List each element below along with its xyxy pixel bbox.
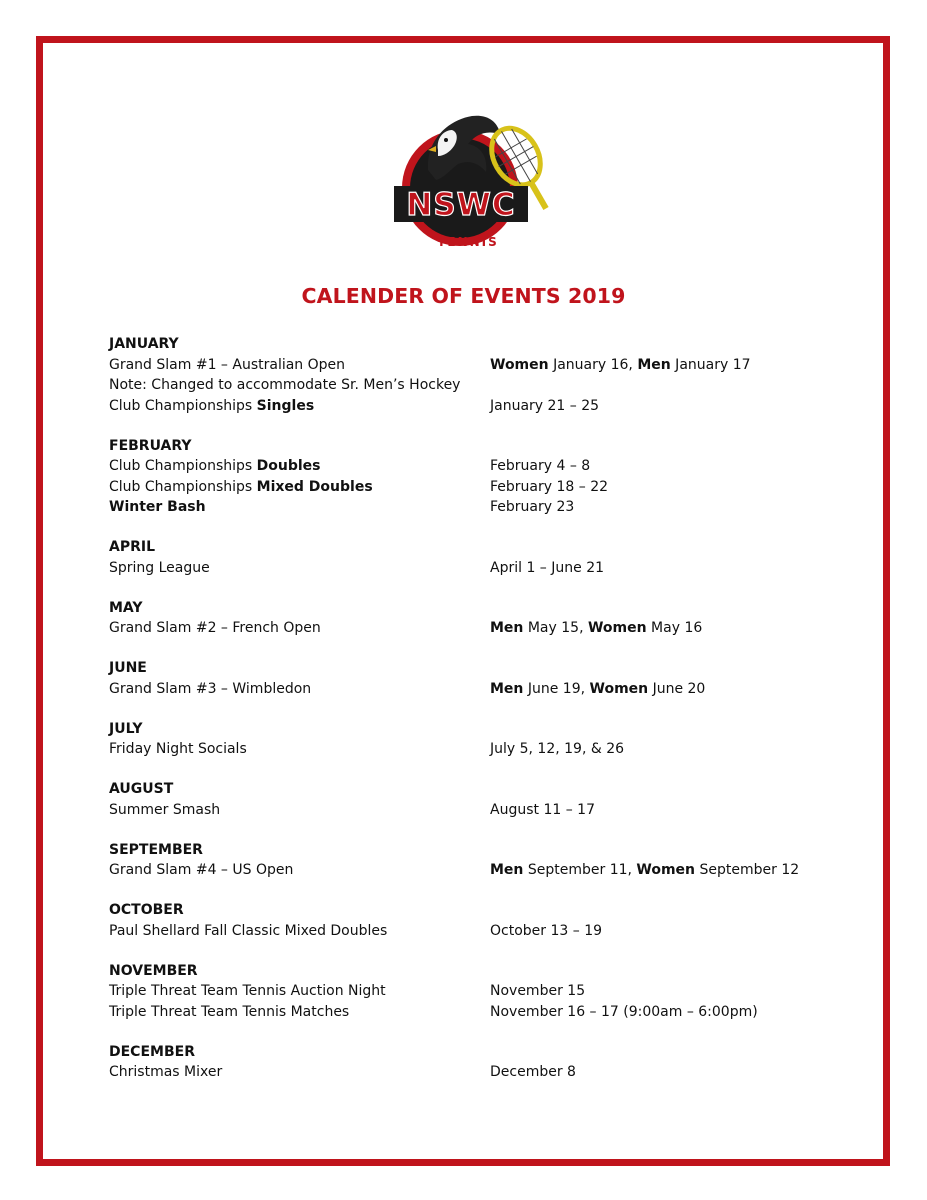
text-run: November 16 – 17 (9:00am – 6:00pm) [490, 1003, 758, 1020]
text-run: January 21 – 25 [490, 397, 600, 414]
text-run: Grand Slam #2 – French Open [109, 620, 321, 636]
event-date [490, 921, 809, 942]
event-name [109, 739, 490, 760]
event-date [490, 860, 809, 881]
month-heading: JUNE [109, 660, 147, 676]
bold-text: Women [490, 356, 549, 373]
event-date [490, 679, 809, 700]
bold-text: Doubles [256, 458, 321, 474]
event-date [490, 355, 809, 376]
text-run: Christmas Mixer [109, 1064, 223, 1080]
bold-text: Mixed Doubles [256, 478, 373, 495]
event-row [109, 679, 809, 700]
event-name [109, 497, 490, 518]
text-run: November 15 [490, 983, 586, 999]
logo-subtitle: TENNIS [437, 235, 499, 249]
event-name [109, 396, 490, 417]
event-row [109, 860, 809, 881]
event-name [109, 558, 490, 579]
text-run: June 20 [648, 680, 706, 697]
page-title: CALENDER OF EVENTS 2019 [301, 284, 626, 308]
event-name [109, 981, 490, 1002]
event-row [109, 396, 809, 417]
event-row [109, 739, 809, 760]
bold-text: Winter Bash [109, 499, 206, 515]
event-name [109, 1002, 490, 1023]
event-row [109, 618, 809, 639]
month-section [109, 537, 809, 578]
bold-text: Men [490, 620, 524, 636]
text-run: Club Championships [109, 478, 257, 495]
event-row [109, 355, 809, 376]
month-heading: OCTOBER [109, 902, 184, 918]
text-run: January 17 [670, 356, 751, 373]
nswc-tennis-logo [388, 100, 558, 260]
event-date [490, 618, 809, 639]
bold-text: Men [637, 356, 671, 373]
text-run: Summer Smash [109, 801, 221, 818]
month-heading: FEBRUARY [109, 437, 192, 454]
text-run: February 18 – 22 [490, 478, 609, 495]
month-section [109, 436, 809, 518]
bold-text: Men [490, 680, 524, 697]
month-heading: DECEMBER [109, 1043, 195, 1060]
event-name [109, 375, 490, 396]
text-run: October 13 – 19 [490, 922, 603, 939]
event-date [490, 981, 809, 1002]
month-section [109, 779, 809, 820]
logo-letters: NSWC [406, 187, 516, 223]
text-run: September 12 [695, 862, 800, 878]
month-section [109, 719, 809, 760]
bold-text: Women [587, 620, 647, 636]
month-section [109, 1042, 809, 1083]
text-run: April 1 – June 21 [490, 559, 605, 576]
month-section [109, 900, 809, 941]
event-date [490, 558, 809, 579]
month-heading: JANUARY [109, 336, 179, 352]
text-run: February 4 – 8 [490, 458, 591, 474]
month-section [109, 598, 809, 639]
month-section [109, 961, 809, 1023]
month-section [109, 334, 809, 416]
event-date [490, 497, 809, 518]
text-run: Note: Changed to accommodate Sr. Men’s Hockey [109, 377, 461, 393]
text-run: May 15, [523, 620, 588, 636]
text-run: Spring League [109, 559, 210, 576]
text-run: May 16 [646, 620, 703, 636]
event-row [109, 456, 809, 477]
event-row [109, 800, 809, 821]
month-heading: NOVEMBER [109, 962, 198, 979]
event-date [490, 800, 809, 821]
text-run: Grand Slam #4 – US Open [109, 862, 294, 878]
bold-text: Women [589, 680, 649, 697]
event-row [109, 981, 809, 1002]
month-section [109, 840, 809, 881]
event-row [109, 497, 809, 518]
event-row [109, 921, 809, 942]
bold-text: Singles [256, 397, 315, 414]
event-date [490, 456, 809, 477]
event-row [109, 1062, 809, 1083]
bold-text: Men [490, 862, 524, 878]
event-name [109, 456, 490, 477]
text-run: Triple Threat Team Tennis Auction Night [109, 983, 386, 999]
event-row [109, 477, 809, 498]
event-date [490, 1002, 809, 1023]
month-heading: SEPTEMBER [109, 841, 203, 858]
event-name [109, 618, 490, 639]
event-name [109, 679, 490, 700]
text-run: June 19, [523, 680, 590, 697]
event-name [109, 477, 490, 498]
bold-text: Women [636, 862, 696, 878]
event-name [109, 1062, 490, 1083]
text-run: August 11 – 17 [490, 801, 595, 818]
text-run: September 11, [523, 862, 637, 878]
text-run: January 16, [548, 356, 638, 373]
text-run: Club Championships [109, 397, 257, 414]
month-heading: MAY [109, 599, 143, 616]
month-section [109, 658, 809, 699]
event-row [109, 1002, 809, 1023]
text-run: Paul Shellard Fall Classic Mixed Doubles [109, 922, 388, 939]
month-heading: JULY [109, 720, 143, 737]
text-run: July 5, 12, 19, & 26 [490, 741, 625, 757]
text-run: Grand Slam #1 – Australian Open [109, 356, 346, 373]
month-heading: AUGUST [109, 781, 174, 797]
event-name [109, 860, 490, 881]
event-date [490, 477, 809, 498]
event-date [490, 1062, 809, 1083]
event-date [490, 375, 809, 396]
event-name [109, 921, 490, 942]
event-name [109, 355, 490, 376]
events-list [109, 334, 809, 1102]
text-run: February 23 [490, 499, 575, 515]
event-date [490, 739, 809, 760]
event-row [109, 375, 809, 396]
text-run: Grand Slam #3 – Wimbledon [109, 680, 312, 697]
text-run: Friday Night Socials [109, 741, 247, 757]
text-run: Triple Threat Team Tennis Matches [109, 1003, 350, 1020]
text-run: Club Championships [109, 458, 257, 474]
text-run: December 8 [490, 1064, 576, 1080]
event-row [109, 558, 809, 579]
event-name [109, 800, 490, 821]
month-heading: APRIL [109, 539, 156, 555]
event-date [490, 396, 809, 417]
